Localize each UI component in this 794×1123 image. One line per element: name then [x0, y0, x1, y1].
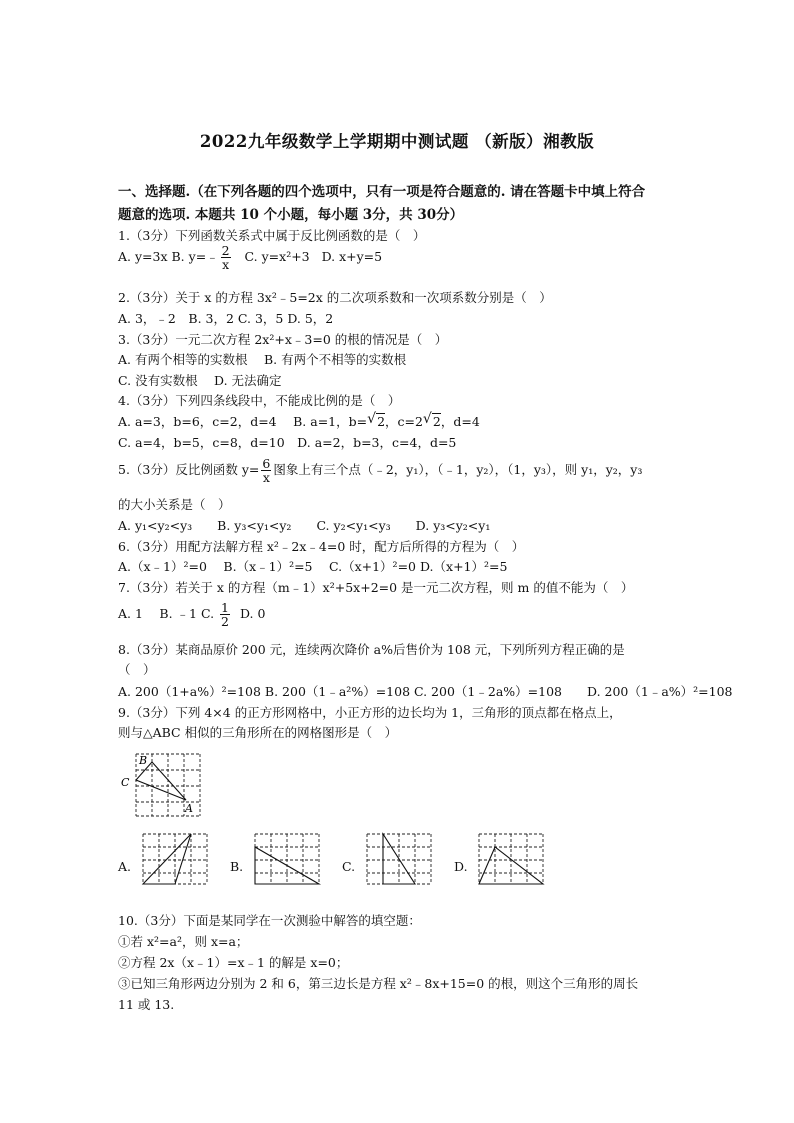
- q7-frac-numerator: 1: [221, 600, 229, 615]
- q10-item-3b: 11 或 13.: [118, 997, 175, 1012]
- q9-option-a-grid: [140, 830, 210, 886]
- q9-option-c-grid: [364, 830, 434, 886]
- q4-stem: 4.（3分）下列四条线段中，不能成比例的是（ ）: [118, 393, 401, 408]
- q9-label-c: C: [121, 776, 130, 789]
- q5-stem-suffix: 图象上有三个点（﹣2，y₁），（﹣1，y₂），（1，y₃），则 y₁，y₂，y₃: [273, 462, 643, 478]
- q9-stem-2: 则与△ABC 相似的三角形所在的网格图形是（ ）: [118, 725, 398, 740]
- q4-option-b-end: ，d=4: [440, 414, 480, 429]
- q1-options: [118, 244, 382, 271]
- q9-label-a: A: [185, 802, 193, 815]
- q7-option-d: D. 0: [239, 606, 266, 622]
- q3-options-1: A. 有两个相等的实数根 B. 有两个不相等的实数根: [118, 352, 407, 367]
- q8-stem: 8.（3分）某商品原价 200 元，连续两次降价 a%后售价为 108 元，下列所列方程正确的是: [118, 642, 625, 657]
- q3-stem: 3.（3分）一元二次方程 2x²+x﹣3=0 的根的情况是（ ）: [118, 332, 448, 347]
- section-heading-line2: 题意的选项. 本题共 10 个小题，每小题 3分，共 30分）: [118, 207, 464, 223]
- q1-option-b-fraction: [221, 244, 231, 271]
- q4-options-1: [118, 412, 480, 430]
- q1-frac-numerator: 2: [221, 243, 230, 258]
- q10-item-1: ①若 x²=a²，则 x=a；: [118, 934, 249, 949]
- q7-fraction: [220, 601, 230, 628]
- q5-options: A. y₁<y₂<y₃ B. y₃<y₁<y₂ C. y₂<y₁<y₃ D. y₃<y₂<y₁: [118, 518, 491, 533]
- q5-frac-numerator: 6: [262, 456, 271, 471]
- q6-options: A.（x﹣1）²=0 B.（x﹣1）²=5 C.（x+1）²=0 D.（x+1）²=5: [118, 559, 508, 574]
- q2-options: A. 3，﹣2 B. 3，2 C. 3，5 D. 5，2: [118, 311, 334, 326]
- q9-option-c-label: C.: [342, 859, 356, 874]
- q4-option-b-mid: ，c=2: [385, 414, 423, 429]
- q1-option-a: A. y=3x: [118, 249, 168, 265]
- q10-item-2: ②方程 2x（x﹣1）=x﹣1 的解是 x=0；: [118, 955, 349, 970]
- q4-sqrt-2: √ 2: [432, 413, 441, 429]
- q7-frac-denominator: 2: [221, 614, 229, 630]
- q7-stem: 7.（3分）若关于 x 的方程（m﹣1）x²+5x+2=0 是一元二次方程，则 m 的值不能为（ ）: [118, 580, 634, 595]
- q9-option-d-label: D.: [454, 859, 468, 874]
- q2-stem: 2.（3分）关于 x 的方程 3x²﹣5=2x 的二次项系数和一次项系数分别是（ ）: [118, 290, 552, 305]
- q5-stem-prefix: 5.（3分）反比例函数 y=: [118, 462, 260, 478]
- q5-stem-line2: 的大小关系是（ ）: [118, 497, 231, 512]
- q8-options: A. 200（1+a%）²=108 B. 200（1﹣a²%）=108 C. 200（1﹣2a%）=108 D. 200（1﹣a%）²=108: [118, 684, 733, 699]
- q7-options: [118, 601, 265, 628]
- q9-reference-grid: [118, 750, 208, 818]
- q1-stem: 1.（3分）下列函数关系式中属于反比例函数的是（ ）: [118, 228, 426, 243]
- q9-option-b-triangle: [255, 847, 319, 884]
- q9-label-b: B: [139, 754, 148, 767]
- q10-item-3a: ③已知三角形两边分别为 2 和 6，第三边长是方程 x²﹣8x+15=0 的根，则这个三角形的周长: [118, 976, 639, 991]
- q10-stem: 10.（3分）下面是某同学在一次测验中解答的填空题：: [118, 913, 421, 928]
- page-title: 2022九年级数学上学期期中测试题 （新版）湘教版: [199, 132, 595, 151]
- q5-fraction: [261, 457, 271, 484]
- q9-option-b-grid: [252, 830, 322, 886]
- q1-option-c: C. y=x²+3: [244, 249, 310, 265]
- q9-stem-1: 9.（3分）下列 4×4 的正方形网格中，小正方形的边长均为 1，三角形的顶点都在格点上，: [118, 705, 622, 720]
- q5-stem: [118, 457, 642, 484]
- section-heading-line1: 一、选择题.（在下列各题的四个选项中，只有一项是符合题意的. 请在答题卡中填上符合: [118, 184, 646, 200]
- q8-paren: （ ）: [118, 662, 156, 677]
- q1-option-b-prefix: B. y=﹣: [171, 249, 219, 265]
- q9-option-a-grid-lines: [143, 834, 207, 884]
- q9-option-d-grid: [476, 830, 546, 886]
- q4-options-2: C. a=4，b=5，c=8，d=10 D. a=2，b=3，c=4，d=5: [118, 435, 457, 450]
- q9-option-b-label: B.: [230, 859, 244, 874]
- q6-stem: 6.（3分）用配方法解方程 x²﹣2x﹣4=0 时，配方后所得的方程为（ ）: [118, 539, 525, 554]
- q3-options-2: C. 没有实数根 D. 无法确定: [118, 373, 282, 388]
- q9-triangle-abc: [136, 762, 186, 800]
- q1-option-d: D. x+y=5: [321, 249, 383, 265]
- q9-option-a-triangle: [143, 834, 191, 884]
- q4-option-a-part: A. a=3，b=6，c=2，d=4 B. a=1，b=: [118, 414, 368, 429]
- q9-option-a-label: A.: [118, 859, 132, 874]
- q1-frac-denominator: x: [222, 257, 230, 273]
- q7-options-ab: A. 1 B. ﹣1 C.: [118, 606, 215, 622]
- q4-sqrt-1: √ 2: [376, 413, 385, 429]
- q5-frac-denominator: x: [262, 470, 270, 486]
- q9-option-b-grid-lines: [255, 834, 319, 884]
